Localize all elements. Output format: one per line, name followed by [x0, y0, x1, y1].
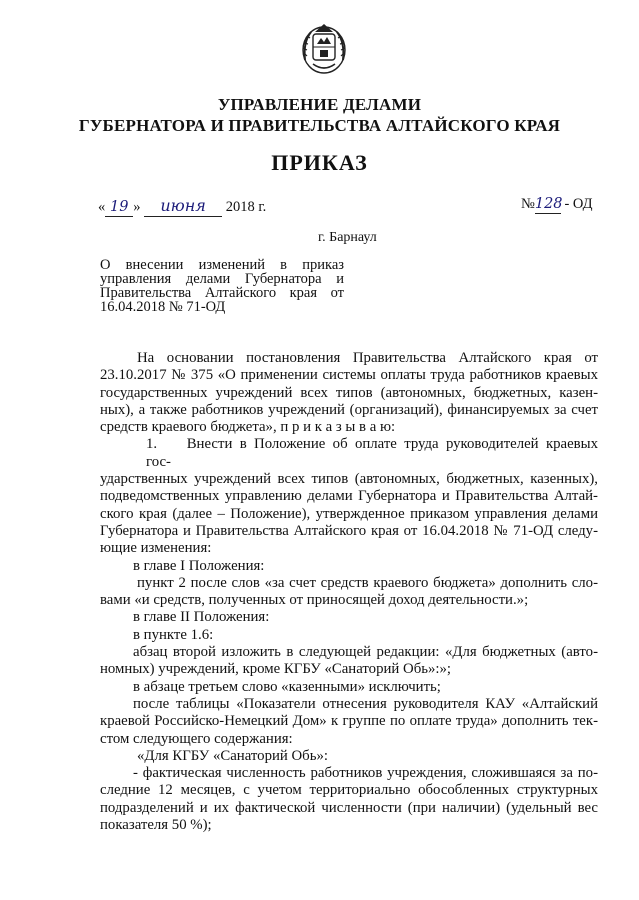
body-line: 1. Внести в Положение об оплате труда руководителей краевых гос- [146, 436, 598, 470]
body-line: абзац второй изложить в следующей редакции: «Для бюджетных (авто- [133, 644, 598, 661]
body-line: в главе I Положения: [133, 557, 265, 574]
document-subject [100, 258, 344, 314]
number-prefix: № [521, 196, 535, 212]
subject-line: О внесении изменений в приказ [100, 257, 344, 273]
body-line: средств краевого бюджета», п р и к а з ы в а ю: [100, 419, 396, 436]
body-line: в главе II Положения: [133, 609, 270, 626]
number-suffix: - ОД [564, 196, 593, 212]
body-line: стом следующего содержания: [100, 730, 293, 747]
body-line: номных) учреждений, кроме КГБУ «Санаторий Обь»:»; [100, 661, 451, 678]
body-line: вами «и средств, полученных от приносящей доход деятельности.»; [100, 592, 529, 609]
date-month: июня [160, 196, 206, 215]
org-name-line2: ГУБЕРНАТОРА И ПРАВИТЕЛЬСТВА АЛТАЙСКОГО КРАЯ [78, 116, 561, 135]
body-line: «Для КГБУ «Санаторий Обь»: [137, 747, 328, 764]
document-number [521, 196, 593, 214]
body-line: ных), а также работников учреждений (организаций), финансируемых за счет [100, 401, 598, 418]
body-line: 23.10.2017 № 375 «О применении системы оплаты труда работников краевых [100, 367, 598, 384]
number-value: 128 [534, 196, 563, 212]
body-line: показателя 50 %); [100, 817, 212, 834]
body-line: в абзаце третьем слово «казенными» исключить; [133, 678, 441, 695]
date-open-quote: « [98, 199, 106, 215]
document-type-title: ПРИКАЗ [271, 150, 368, 175]
document-body [100, 350, 598, 834]
date-year: 2018 г. [225, 199, 267, 215]
body-line: краевой Российско-Немецкий Дом» к группе по оплате труда» дополнить тек- [100, 713, 598, 730]
document-date [98, 196, 266, 217]
body-line: в пункте 1.6: [133, 626, 214, 643]
body-line: следние 12 месяцев, с учетом территориально обособленных структурных [100, 782, 598, 799]
body-line: Губернатора и Правительства Алтайского края от 16.04.2018 № 71-ОД следу- [100, 522, 598, 539]
date-close-quote: » [133, 199, 141, 215]
body-line: пункт 2 после слов «за счет средств краевого бюджета» дополнить сло- [137, 574, 598, 591]
subject-line: Правительства Алтайского края от [100, 285, 344, 301]
body-line: подведомственных управлению делами Губернатора и Правительства Алтай- [100, 488, 598, 505]
coat-of-arms-emblem [299, 20, 349, 76]
subject-line: управления делами Губернатора и [100, 271, 344, 287]
body-line: после таблицы «Показатели отнесения руководителя КАУ «Алтайский [133, 695, 598, 712]
org-name-line1: УПРАВЛЕНИЕ ДЕЛАМИ [217, 95, 422, 114]
body-line: ского края (далее – Положение), утвержденное приказом управления делами [100, 505, 598, 522]
body-line: ющие изменения: [100, 540, 212, 557]
date-day: 19 [110, 199, 129, 215]
body-line: ударственных учреждений всех типов (автономных, бюджетных, казенных), [100, 471, 598, 488]
body-line: подразделений и их фактической численности (при наличии) (удельный вес [100, 799, 598, 816]
body-line: - фактическая численность работников учреждения, сложившаяся за по- [133, 765, 598, 782]
emblem-icon [299, 20, 349, 76]
body-line: государственных учреждений всех типов (автономных, бюджетных, казен- [100, 384, 598, 401]
subject-line: 16.04.2018 № 71-ОД [100, 299, 226, 315]
city-name: г. Барнаул [318, 230, 377, 245]
body-line: На основании постановления Правительства Алтайского края от [137, 350, 598, 366]
